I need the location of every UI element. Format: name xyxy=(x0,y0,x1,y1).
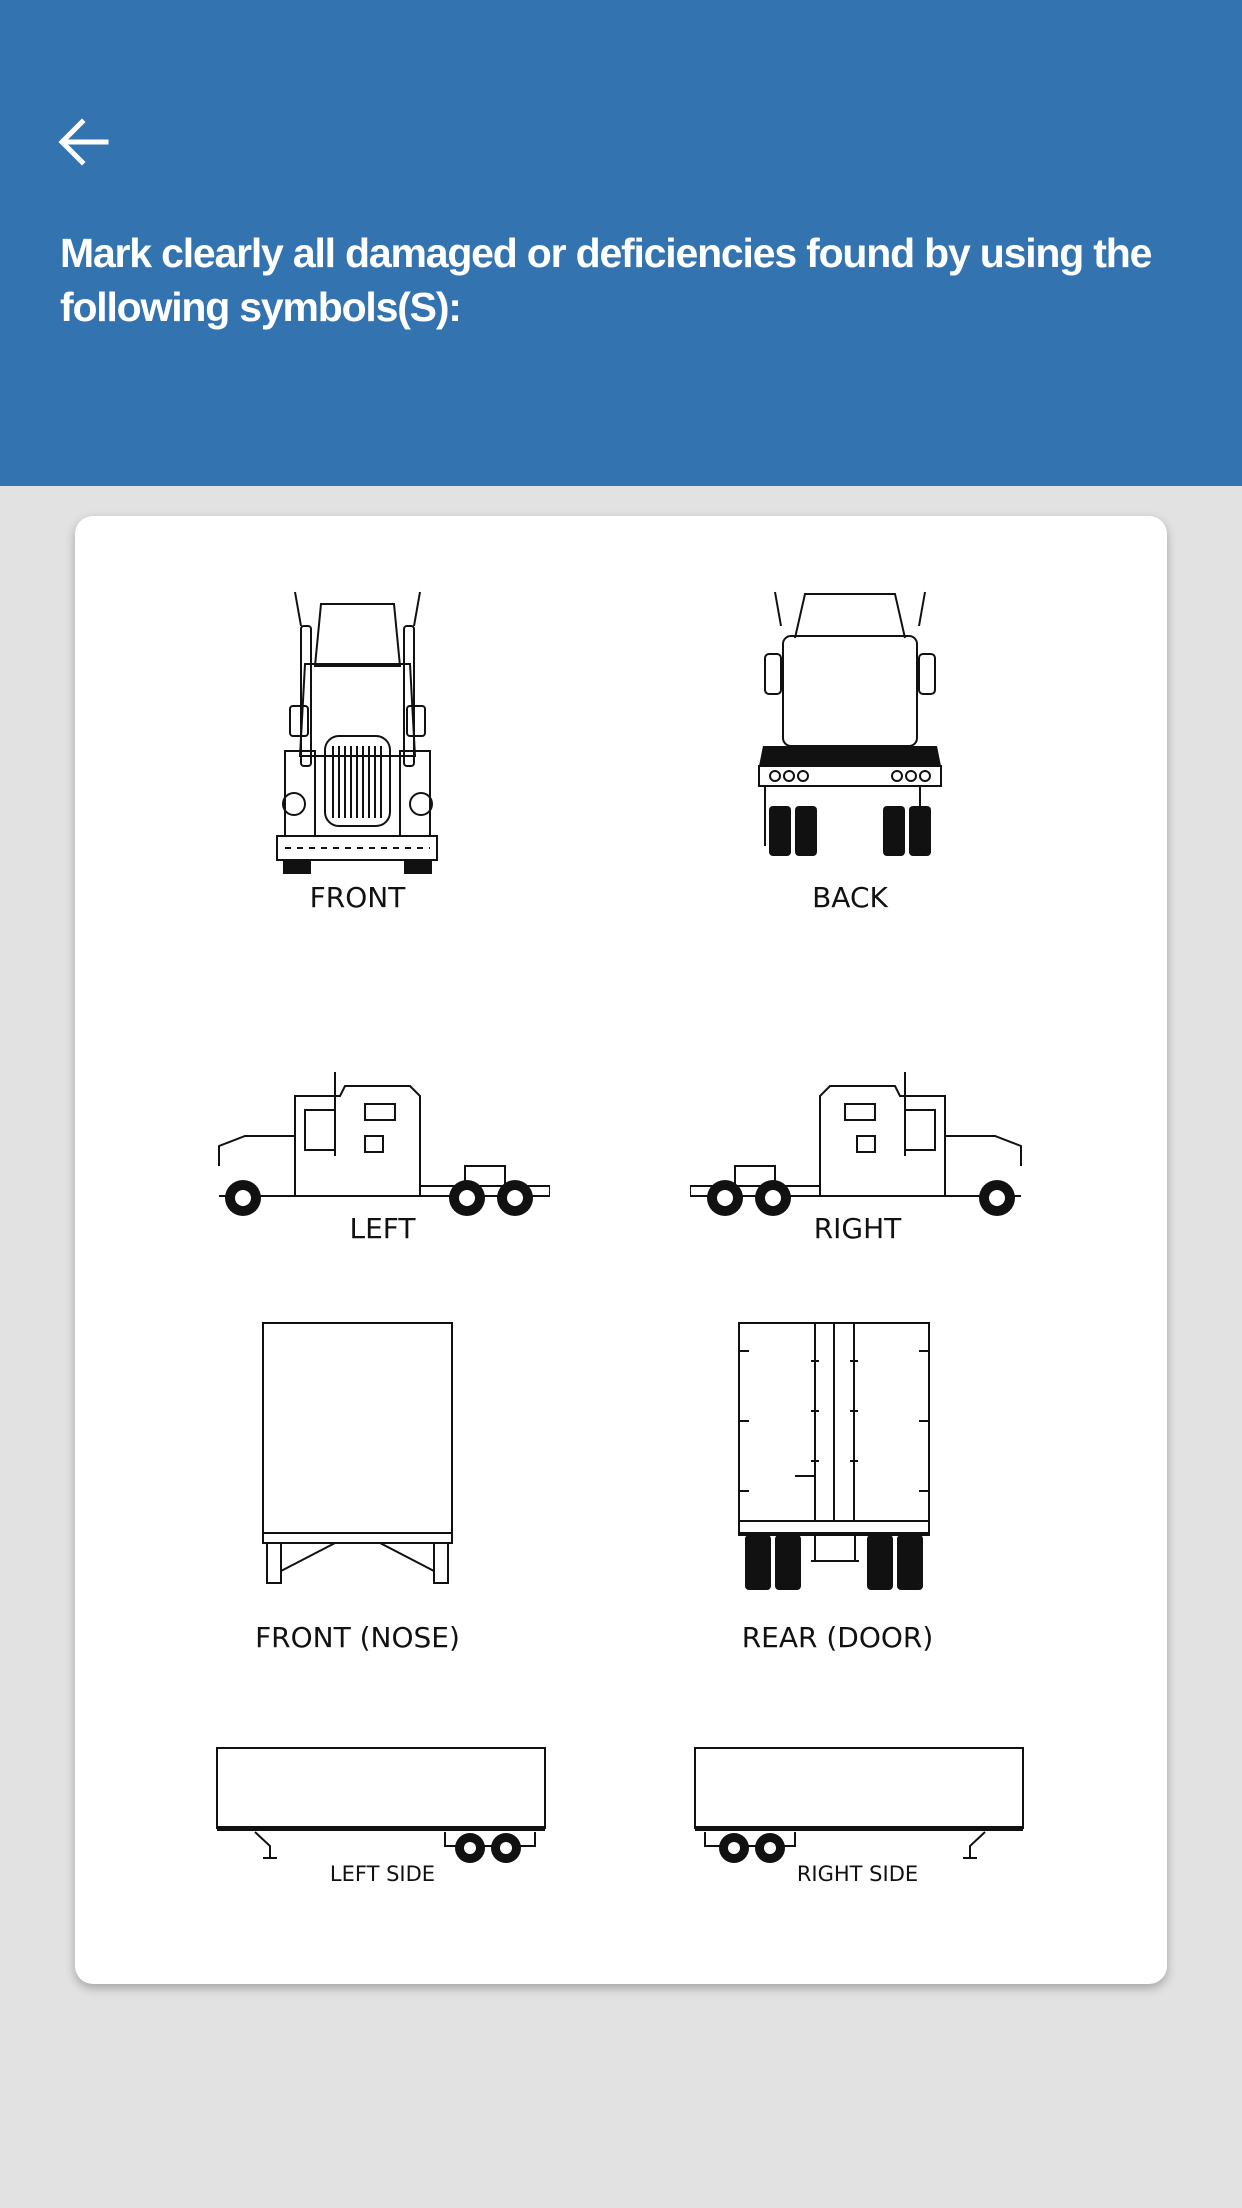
page-title: Mark clearly all damaged or deficiencies found by using the following symbols(S): xyxy=(60,230,1152,330)
view-right[interactable] xyxy=(690,1066,1025,1266)
view-left[interactable] xyxy=(215,1066,550,1266)
view-label: LEFT xyxy=(349,1212,416,1245)
view-label: FRONT xyxy=(309,881,406,914)
view-rear-door[interactable] xyxy=(735,1321,940,1661)
view-label: BACK xyxy=(812,881,888,914)
truck-right-icon xyxy=(690,1066,1025,1226)
view-back[interactable] xyxy=(755,586,945,936)
app-header xyxy=(0,0,1242,486)
truck-front-icon xyxy=(275,586,440,876)
arrow-left-icon xyxy=(52,110,116,174)
trailer-left-side-icon xyxy=(215,1746,550,1866)
truck-left-icon xyxy=(215,1066,550,1226)
view-right-side[interactable] xyxy=(690,1746,1025,1891)
trailer-right-side-icon xyxy=(690,1746,1025,1866)
view-label: REAR (DOOR) xyxy=(741,1621,934,1654)
trailer-rear-icon xyxy=(735,1321,940,1596)
view-label: FRONT (NOSE) xyxy=(255,1621,460,1654)
back-button[interactable] xyxy=(52,110,116,174)
view-label: RIGHT SIDE xyxy=(796,1862,919,1886)
view-left-side[interactable] xyxy=(215,1746,550,1891)
view-label: RIGHT xyxy=(813,1212,902,1245)
view-front-nose[interactable] xyxy=(255,1321,460,1661)
vehicle-diagram-card xyxy=(75,516,1167,1984)
view-front[interactable] xyxy=(275,586,440,936)
truck-back-icon xyxy=(755,586,945,876)
trailer-front-icon xyxy=(255,1321,460,1591)
view-label: LEFT SIDE xyxy=(329,1862,436,1886)
